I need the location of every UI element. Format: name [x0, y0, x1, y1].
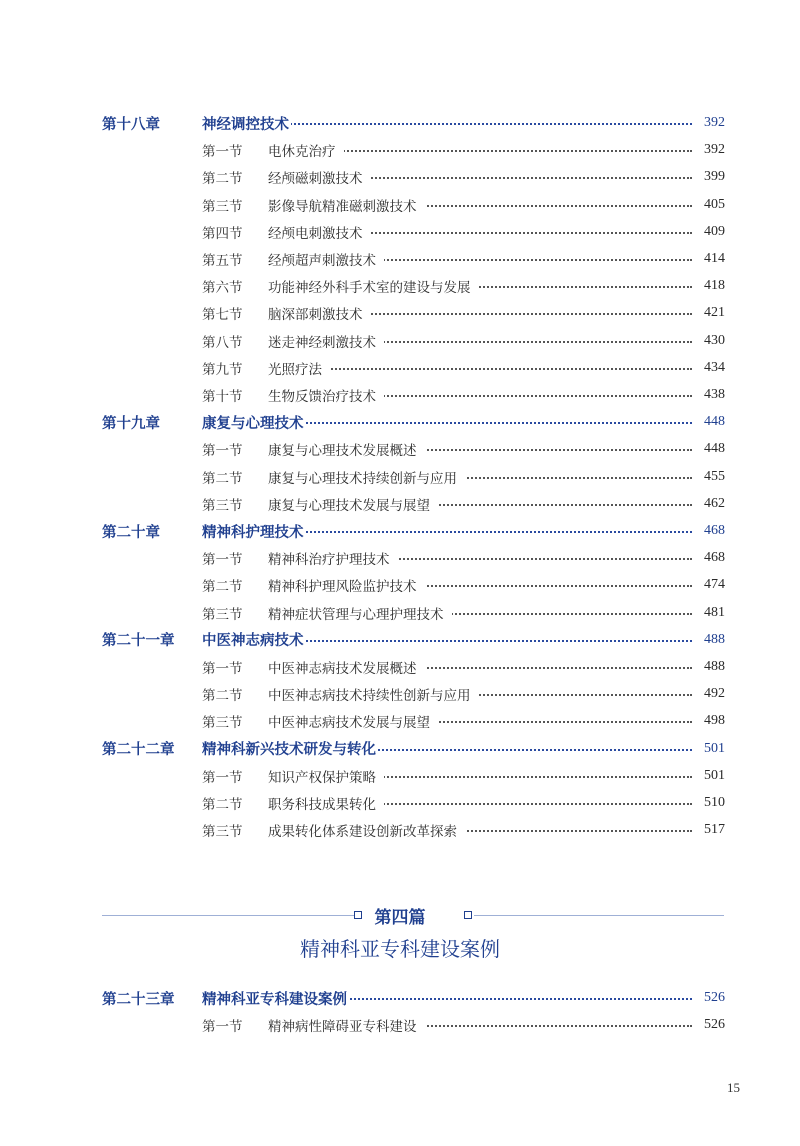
section-page: 414 — [704, 251, 725, 266]
section-number: 第一节 — [202, 661, 243, 677]
section-page: 438 — [704, 387, 725, 402]
section-page: 474 — [704, 577, 725, 593]
chapter-title: 中医神志病技术 — [202, 629, 306, 650]
section-title: 精神科护理风险监护技术 — [268, 575, 425, 595]
section-page: 418 — [704, 278, 725, 294]
toc-section-row[interactable] — [0, 656, 800, 678]
section-number: 第三节 — [202, 497, 243, 514]
section-number: 第六节 — [202, 280, 243, 297]
section-number: 第二节 — [202, 579, 243, 596]
toc-section-row[interactable] — [0, 819, 800, 841]
section-title: 康复与心理技术发展概述 — [268, 439, 425, 459]
section-title: 迷走神经刺激技术 — [268, 331, 384, 351]
chapter-number: 第二十三章 — [102, 991, 175, 1008]
section-title: 职务科技成果转化 — [268, 793, 384, 813]
chapter-page: 448 — [704, 414, 725, 430]
toc-section-row[interactable] — [0, 710, 800, 732]
section-number: 第二节 — [202, 470, 243, 487]
section-page: 488 — [704, 659, 725, 674]
section-page: 448 — [704, 441, 725, 457]
toc-section-row[interactable] — [0, 248, 800, 270]
section-number: 第三节 — [202, 606, 243, 623]
toc-section-row[interactable] — [0, 221, 800, 243]
section-number: 第一节 — [202, 443, 243, 460]
section-title: 影像导航精准磁刺激技术 — [268, 195, 425, 215]
toc-section-row[interactable] — [0, 765, 800, 787]
part-label: 第四篇 — [374, 908, 426, 928]
section-number: 第一节 — [202, 1019, 243, 1036]
section-title: 中医神志病技术持续性创新与应用 — [268, 684, 479, 704]
toc-section-row[interactable] — [0, 194, 800, 216]
section-number: 第一节 — [202, 769, 243, 786]
section-title: 康复与心理技术持续创新与应用 — [268, 467, 465, 487]
toc-section-row[interactable] — [0, 330, 800, 352]
section-page: 526 — [704, 1017, 725, 1033]
section-title: 功能神经外科手术室的建设与发展 — [268, 276, 479, 296]
section-number: 第五节 — [202, 253, 243, 269]
section-title: 光照疗法 — [268, 358, 330, 378]
toc-section-row[interactable] — [0, 139, 800, 161]
toc-section-row[interactable] — [0, 574, 800, 596]
chapter-page: 488 — [704, 631, 725, 647]
section-page: 409 — [704, 223, 725, 239]
chapter-number: 第二十章 — [102, 524, 160, 541]
toc-section-row[interactable] — [0, 547, 800, 569]
section-page: 434 — [704, 359, 725, 375]
section-page: 399 — [704, 169, 725, 185]
section-number: 第八节 — [202, 334, 243, 351]
section-number: 第七节 — [202, 307, 243, 324]
section-page: 455 — [704, 468, 725, 484]
section-title: 精神症状管理与心理护理技术 — [268, 603, 452, 623]
section-page: 430 — [704, 332, 725, 348]
section-title: 脑深部刺激技术 — [268, 303, 371, 323]
section-title: 经颅磁刺激技术 — [268, 167, 371, 187]
page-number: 15 — [727, 1080, 740, 1095]
section-title: 经颅电刺激技术 — [268, 222, 371, 242]
section-title: 成果转化体系建设创新改革探索 — [268, 820, 465, 840]
section-page: 392 — [704, 142, 725, 158]
section-title: 精神科治疗护理技术 — [268, 548, 398, 568]
chapter-title: 神经调控技术 — [202, 113, 291, 134]
section-number: 第十节 — [202, 389, 243, 405]
section-number: 第三节 — [202, 824, 243, 841]
section-title: 康复与心理技术发展与展望 — [268, 494, 438, 514]
chapter-number: 第二十一章 — [102, 633, 175, 650]
section-number: 第三节 — [202, 715, 243, 732]
toc-section-row[interactable] — [0, 302, 800, 324]
section-page: 481 — [704, 604, 725, 620]
toc-section-row[interactable] — [0, 493, 800, 515]
toc-chapter-row[interactable] — [0, 112, 800, 134]
section-title: 精神病性障碍亚专科建设 — [268, 1015, 425, 1035]
section-number: 第二节 — [202, 171, 243, 188]
toc-section-row[interactable] — [0, 602, 800, 624]
toc-section-row[interactable] — [0, 466, 800, 488]
section-page: 501 — [704, 767, 725, 783]
toc-chapter-row[interactable] — [0, 520, 800, 542]
toc-section-row[interactable] — [0, 357, 800, 379]
toc-chapter-row[interactable] — [0, 738, 800, 760]
section-page: 498 — [704, 713, 725, 729]
section-title: 经颅超声刺激技术 — [268, 249, 384, 269]
section-number: 第二节 — [202, 688, 243, 705]
section-page: 405 — [704, 196, 725, 212]
chapter-page: 392 — [704, 115, 725, 130]
section-page: 462 — [704, 495, 725, 511]
section-title: 中医神志病技术发展与展望 — [268, 711, 438, 731]
section-page: 468 — [704, 550, 725, 566]
chapter-title: 精神科护理技术 — [202, 521, 306, 542]
chapter-page: 468 — [704, 523, 725, 538]
section-title: 生物反馈治疗技术 — [268, 385, 384, 405]
section-number: 第三节 — [202, 198, 243, 215]
toc-chapter-row[interactable] — [0, 629, 800, 651]
chapter-title: 康复与心理技术 — [202, 412, 306, 433]
section-title: 中医神志病技术发展概述 — [268, 657, 425, 677]
chapter-number: 第二十二章 — [102, 742, 175, 759]
section-number: 第二节 — [202, 797, 243, 813]
chapter-title: 精神科新兴技术研发与转化 — [202, 738, 378, 759]
section-title: 电休克治疗 — [268, 140, 344, 160]
part-title: 精神科亚专科建设案例 — [300, 937, 500, 961]
toc-section-row[interactable] — [0, 1014, 800, 1036]
chapter-page: 501 — [704, 740, 725, 756]
section-number: 第九节 — [202, 361, 243, 378]
section-number: 第一节 — [202, 144, 243, 161]
chapter-number: 第十八章 — [102, 116, 160, 133]
toc-section-row[interactable] — [0, 683, 800, 705]
toc-chapter-row[interactable] — [0, 411, 800, 433]
toc-section-row[interactable] — [0, 438, 800, 460]
toc-section-row[interactable] — [0, 275, 800, 297]
section-page: 421 — [704, 305, 725, 321]
section-number: 第一节 — [202, 552, 243, 569]
chapter-title: 精神科亚专科建设案例 — [202, 988, 349, 1009]
section-page: 510 — [704, 795, 725, 810]
chapter-page: 526 — [704, 990, 725, 1005]
section-number: 第四节 — [202, 225, 243, 242]
toc-section-row[interactable] — [0, 166, 800, 188]
section-title: 知识产权保护策略 — [268, 766, 384, 786]
section-page: 492 — [704, 686, 725, 702]
toc-section-row[interactable] — [0, 384, 800, 406]
toc-section-row[interactable] — [0, 792, 800, 814]
leader-dots — [280, 368, 692, 370]
toc-chapter-row[interactable] — [0, 987, 800, 1009]
chapter-number: 第十九章 — [102, 415, 160, 432]
section-page: 517 — [704, 822, 725, 838]
